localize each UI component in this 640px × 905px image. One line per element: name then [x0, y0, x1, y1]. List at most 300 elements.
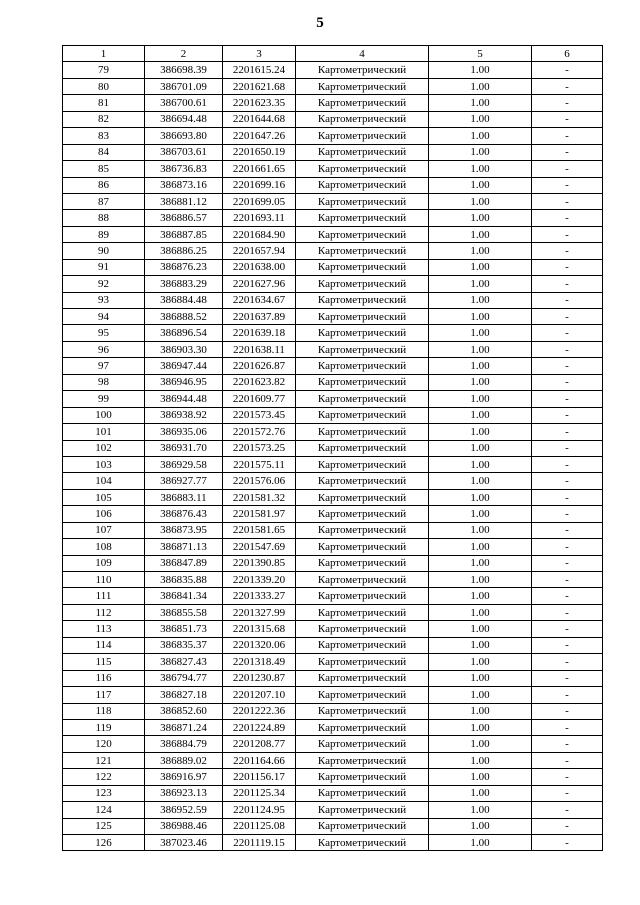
table-cell: 386883.29	[145, 276, 223, 292]
table-cell: Картометрический	[296, 719, 429, 735]
table-cell: -	[532, 752, 603, 768]
table-cell: -	[532, 588, 603, 604]
table-cell: Картометрический	[296, 391, 429, 407]
table-cell: 1.00	[429, 473, 532, 489]
table-cell: Картометрический	[296, 128, 429, 144]
page-number: 5	[316, 15, 324, 31]
table-cell: -	[532, 95, 603, 111]
table-cell: -	[532, 424, 603, 440]
table-cell: -	[532, 276, 603, 292]
table-cell: 2201638.11	[223, 341, 296, 357]
table-cell: 108	[63, 539, 145, 555]
table-cell: 2201693.11	[223, 210, 296, 226]
table-cell: Картометрический	[296, 111, 429, 127]
table-cell: 1.00	[429, 358, 532, 374]
table-cell: 386889.02	[145, 752, 223, 768]
table-cell: 116	[63, 670, 145, 686]
table-cell: Картометрический	[296, 555, 429, 571]
table-cell: 86	[63, 177, 145, 193]
table-cell: 102	[63, 440, 145, 456]
table-cell: 386847.89	[145, 555, 223, 571]
table-cell: 2201623.35	[223, 95, 296, 111]
table-cell: 122	[63, 769, 145, 785]
table-cell: 100	[63, 407, 145, 423]
table-cell: 2201327.99	[223, 604, 296, 620]
table-cell: 2201390.85	[223, 555, 296, 571]
header-cell: 3	[223, 46, 296, 62]
table-cell: -	[532, 785, 603, 801]
table-row	[63, 785, 603, 801]
table-cell: -	[532, 440, 603, 456]
table-cell: Картометрический	[296, 62, 429, 78]
table-row	[63, 588, 603, 604]
table-cell: Картометрический	[296, 522, 429, 538]
table-cell: 386871.13	[145, 539, 223, 555]
table-cell: Картометрический	[296, 621, 429, 637]
header-cell: 4	[296, 46, 429, 62]
table-row	[63, 193, 603, 209]
table-cell: 2201581.97	[223, 506, 296, 522]
table-cell: 2201634.67	[223, 292, 296, 308]
table-cell: 115	[63, 654, 145, 670]
table-row	[63, 489, 603, 505]
table-cell: 1.00	[429, 555, 532, 571]
table-cell: 126	[63, 835, 145, 851]
table-row	[63, 752, 603, 768]
table-cell: -	[532, 407, 603, 423]
table-cell: -	[532, 78, 603, 94]
table-cell: 386884.48	[145, 292, 223, 308]
table-cell: -	[532, 802, 603, 818]
table-cell: 112	[63, 604, 145, 620]
table-cell: 101	[63, 424, 145, 440]
table-cell: 386952.59	[145, 802, 223, 818]
table-row	[63, 374, 603, 390]
table-row	[63, 835, 603, 851]
table-row	[63, 769, 603, 785]
table-cell: 2201125.34	[223, 785, 296, 801]
table-cell: 1.00	[429, 78, 532, 94]
table-row	[63, 78, 603, 94]
table-cell: 92	[63, 276, 145, 292]
table-cell: 2201623.82	[223, 374, 296, 390]
table-cell: -	[532, 161, 603, 177]
table-cell: 2201661.65	[223, 161, 296, 177]
table-row	[63, 292, 603, 308]
table-cell: Картометрический	[296, 670, 429, 686]
table-cell: -	[532, 456, 603, 472]
table-cell: Картометрический	[296, 144, 429, 160]
table-cell: Картометрический	[296, 292, 429, 308]
table-cell: 386927.77	[145, 473, 223, 489]
table-cell: 117	[63, 687, 145, 703]
table-cell: Картометрический	[296, 243, 429, 259]
table-cell: 2201581.65	[223, 522, 296, 538]
table-cell: 1.00	[429, 785, 532, 801]
table-cell: Картометрический	[296, 95, 429, 111]
table-cell: -	[532, 259, 603, 275]
table-cell: 103	[63, 456, 145, 472]
table-cell: Картометрический	[296, 325, 429, 341]
table-cell: 121	[63, 752, 145, 768]
table-cell: 1.00	[429, 604, 532, 620]
table-cell: 386703.61	[145, 144, 223, 160]
table-cell: Картометрический	[296, 588, 429, 604]
table-cell: -	[532, 555, 603, 571]
table-cell: 1.00	[429, 588, 532, 604]
table-cell: 386881.12	[145, 193, 223, 209]
table-cell: 386887.85	[145, 226, 223, 242]
table-cell: 90	[63, 243, 145, 259]
table-cell: 386929.58	[145, 456, 223, 472]
table-cell: 2201315.68	[223, 621, 296, 637]
table-cell: 386888.52	[145, 309, 223, 325]
table-cell: -	[532, 309, 603, 325]
table-cell: 2201572.76	[223, 424, 296, 440]
table-cell: 96	[63, 341, 145, 357]
table-row	[63, 128, 603, 144]
table-cell: Картометрический	[296, 473, 429, 489]
table-row	[63, 802, 603, 818]
table-cell: -	[532, 62, 603, 78]
table-cell: 1.00	[429, 210, 532, 226]
table-cell: Картометрический	[296, 358, 429, 374]
table-row	[63, 506, 603, 522]
table-cell: -	[532, 506, 603, 522]
table-cell: Картометрический	[296, 341, 429, 357]
table-cell: 1.00	[429, 243, 532, 259]
table-row	[63, 473, 603, 489]
table-cell: 2201684.90	[223, 226, 296, 242]
coordinates-table	[62, 45, 603, 851]
header-cell: 1	[63, 46, 145, 62]
table-cell: Картометрический	[296, 604, 429, 620]
table-cell: 2201644.68	[223, 111, 296, 127]
table-cell: 1.00	[429, 670, 532, 686]
table-row	[63, 226, 603, 242]
table-cell: 386938.92	[145, 407, 223, 423]
table-cell: 1.00	[429, 276, 532, 292]
table-row	[63, 259, 603, 275]
table-cell: 113	[63, 621, 145, 637]
table-cell: Картометрический	[296, 161, 429, 177]
table-cell: 386988.46	[145, 818, 223, 834]
table-cell: 386873.16	[145, 177, 223, 193]
table-cell: Картометрический	[296, 506, 429, 522]
table-cell: 386935.06	[145, 424, 223, 440]
table-cell: 2201638.00	[223, 259, 296, 275]
table-cell: Картометрический	[296, 309, 429, 325]
table-cell: 88	[63, 210, 145, 226]
table-cell: -	[532, 719, 603, 735]
table-cell: 386946.95	[145, 374, 223, 390]
table-cell: 1.00	[429, 440, 532, 456]
table-cell: 1.00	[429, 703, 532, 719]
table-cell: 2201224.89	[223, 719, 296, 735]
table-cell: Картометрический	[296, 259, 429, 275]
table-row	[63, 276, 603, 292]
table-cell: 1.00	[429, 128, 532, 144]
table-cell: -	[532, 128, 603, 144]
table-cell: Картометрический	[296, 226, 429, 242]
table-row	[63, 637, 603, 653]
table-cell: 2201626.87	[223, 358, 296, 374]
table-row	[63, 654, 603, 670]
table-cell: Картометрический	[296, 654, 429, 670]
table-cell: Картометрический	[296, 489, 429, 505]
table-cell: Картометрический	[296, 424, 429, 440]
table-cell: 125	[63, 818, 145, 834]
table-cell: 95	[63, 325, 145, 341]
table-cell: 2201124.95	[223, 802, 296, 818]
table-cell: 79	[63, 62, 145, 78]
table-cell: 109	[63, 555, 145, 571]
table-cell: 386896.54	[145, 325, 223, 341]
table-cell: 2201650.19	[223, 144, 296, 160]
table-cell: 82	[63, 111, 145, 127]
table-cell: 1.00	[429, 572, 532, 588]
table-cell: 1.00	[429, 144, 532, 160]
table-cell: 386835.88	[145, 572, 223, 588]
table-cell: -	[532, 769, 603, 785]
table-cell: Картометрический	[296, 703, 429, 719]
table-cell: 2201119.15	[223, 835, 296, 851]
table-cell: 80	[63, 78, 145, 94]
table-cell: 81	[63, 95, 145, 111]
table-cell: Картометрический	[296, 802, 429, 818]
table-cell: -	[532, 539, 603, 555]
table-cell: 386873.95	[145, 522, 223, 538]
table-cell: 386931.70	[145, 440, 223, 456]
table-cell: 110	[63, 572, 145, 588]
table-cell: 85	[63, 161, 145, 177]
table-cell: -	[532, 391, 603, 407]
table-cell: 386916.97	[145, 769, 223, 785]
table-cell: -	[532, 818, 603, 834]
table-cell: 1.00	[429, 621, 532, 637]
table-cell: 1.00	[429, 325, 532, 341]
table-cell: 386794.77	[145, 670, 223, 686]
table-cell: 2201615.24	[223, 62, 296, 78]
table-cell: 2201156.17	[223, 769, 296, 785]
table-cell: 2201208.77	[223, 736, 296, 752]
header-cell: 2	[145, 46, 223, 62]
table-cell: 2201318.49	[223, 654, 296, 670]
table-cell: 1.00	[429, 161, 532, 177]
table-row	[63, 555, 603, 571]
table-cell: 111	[63, 588, 145, 604]
table-cell: Картометрический	[296, 210, 429, 226]
table-cell: Картометрический	[296, 193, 429, 209]
table-cell: 1.00	[429, 637, 532, 653]
table-cell: 2201627.96	[223, 276, 296, 292]
table-cell: -	[532, 670, 603, 686]
table-row	[63, 243, 603, 259]
table-row	[63, 391, 603, 407]
table-cell: 386923.13	[145, 785, 223, 801]
table-cell: 1.00	[429, 391, 532, 407]
table-cell: Картометрический	[296, 78, 429, 94]
table-cell: 87	[63, 193, 145, 209]
table-cell: 2201164.66	[223, 752, 296, 768]
table-cell: Картометрический	[296, 539, 429, 555]
table-row	[63, 572, 603, 588]
table-row	[63, 325, 603, 341]
table-cell: 2201699.05	[223, 193, 296, 209]
table-cell: -	[532, 687, 603, 703]
table-cell: 1.00	[429, 818, 532, 834]
table-cell: 386700.61	[145, 95, 223, 111]
table-cell: Картометрический	[296, 835, 429, 851]
table-cell: 2201639.18	[223, 325, 296, 341]
table-row	[63, 456, 603, 472]
table-cell: -	[532, 111, 603, 127]
table-body	[63, 62, 603, 851]
table-cell: 1.00	[429, 654, 532, 670]
table-cell: 2201222.36	[223, 703, 296, 719]
table-cell: 1.00	[429, 456, 532, 472]
table-cell: 387023.46	[145, 835, 223, 851]
table-cell: 386701.09	[145, 78, 223, 94]
table-cell: 120	[63, 736, 145, 752]
table-cell: 386876.43	[145, 506, 223, 522]
table-cell: 386876.23	[145, 259, 223, 275]
table-cell: 2201547.69	[223, 539, 296, 555]
table-cell: 386694.48	[145, 111, 223, 127]
table-cell: 2201576.06	[223, 473, 296, 489]
table-row	[63, 670, 603, 686]
table-cell: -	[532, 522, 603, 538]
table-cell: 386886.25	[145, 243, 223, 259]
table-cell: 2201230.87	[223, 670, 296, 686]
table-cell: 2201573.25	[223, 440, 296, 456]
table-cell: 104	[63, 473, 145, 489]
table-cell: Картометрический	[296, 752, 429, 768]
table-row	[63, 703, 603, 719]
table-cell: 105	[63, 489, 145, 505]
table-cell: 386693.80	[145, 128, 223, 144]
table-row	[63, 604, 603, 620]
table-cell: 124	[63, 802, 145, 818]
table-cell: 386883.11	[145, 489, 223, 505]
table-cell: 1.00	[429, 62, 532, 78]
table-cell: 1.00	[429, 193, 532, 209]
table-cell: 386884.79	[145, 736, 223, 752]
table-cell: Картометрический	[296, 736, 429, 752]
table-cell: 386852.60	[145, 703, 223, 719]
table-cell: -	[532, 177, 603, 193]
table-cell: -	[532, 572, 603, 588]
table-cell: 83	[63, 128, 145, 144]
table-cell: 119	[63, 719, 145, 735]
table-row	[63, 539, 603, 555]
table-cell: 386841.34	[145, 588, 223, 604]
table-row	[63, 111, 603, 127]
table-row	[63, 522, 603, 538]
table-cell: 2201575.11	[223, 456, 296, 472]
table-cell: 2201699.16	[223, 177, 296, 193]
table-cell: 114	[63, 637, 145, 653]
table-cell: 1.00	[429, 539, 532, 555]
table-cell: -	[532, 210, 603, 226]
table-cell: 386835.37	[145, 637, 223, 653]
table-cell: 1.00	[429, 736, 532, 752]
table-row	[63, 424, 603, 440]
table-cell: 1.00	[429, 424, 532, 440]
table-cell: -	[532, 243, 603, 259]
table-row	[63, 309, 603, 325]
table-cell: 386855.58	[145, 604, 223, 620]
table-cell: Картометрический	[296, 687, 429, 703]
table-cell: 99	[63, 391, 145, 407]
table-cell: 386944.48	[145, 391, 223, 407]
table-cell: 386947.44	[145, 358, 223, 374]
table-cell: -	[532, 637, 603, 653]
table-row	[63, 95, 603, 111]
table-cell: -	[532, 489, 603, 505]
table-row	[63, 440, 603, 456]
table-cell: Картометрический	[296, 407, 429, 423]
table-cell: -	[532, 341, 603, 357]
table-row	[63, 621, 603, 637]
table-cell: -	[532, 835, 603, 851]
table-cell: 2201207.10	[223, 687, 296, 703]
table-cell: -	[532, 621, 603, 637]
table-cell: -	[532, 654, 603, 670]
table-cell: Картометрический	[296, 276, 429, 292]
table-cell: 106	[63, 506, 145, 522]
table-row	[63, 210, 603, 226]
table-cell: 91	[63, 259, 145, 275]
table-cell: 2201125.08	[223, 818, 296, 834]
table-cell: 1.00	[429, 719, 532, 735]
table-cell: 2201573.45	[223, 407, 296, 423]
table-cell: 386698.39	[145, 62, 223, 78]
table-cell: Картометрический	[296, 785, 429, 801]
table-cell: 1.00	[429, 374, 532, 390]
table-cell: 386827.43	[145, 654, 223, 670]
table-cell: 2201339.20	[223, 572, 296, 588]
table-cell: 1.00	[429, 292, 532, 308]
table-cell: 94	[63, 309, 145, 325]
table-cell: 1.00	[429, 835, 532, 851]
table-cell: 1.00	[429, 522, 532, 538]
header-cell: 6	[532, 46, 603, 62]
table-cell: 1.00	[429, 309, 532, 325]
table-cell: 1.00	[429, 506, 532, 522]
table-cell: Картометрический	[296, 572, 429, 588]
table-cell: 2201657.94	[223, 243, 296, 259]
table-header	[63, 46, 603, 62]
table-row	[63, 161, 603, 177]
table-row	[63, 62, 603, 78]
table-cell: -	[532, 325, 603, 341]
table-cell: 97	[63, 358, 145, 374]
table-cell: 2201320.06	[223, 637, 296, 653]
table-cell: Картометрический	[296, 456, 429, 472]
table-cell: -	[532, 193, 603, 209]
table-cell: 2201581.32	[223, 489, 296, 505]
header-row	[63, 46, 603, 62]
header-cell: 5	[429, 46, 532, 62]
table-cell: Картометрический	[296, 818, 429, 834]
table-cell: 98	[63, 374, 145, 390]
table-cell: 1.00	[429, 407, 532, 423]
table-row	[63, 818, 603, 834]
table-cell: -	[532, 292, 603, 308]
table-row	[63, 407, 603, 423]
table-cell: 1.00	[429, 95, 532, 111]
